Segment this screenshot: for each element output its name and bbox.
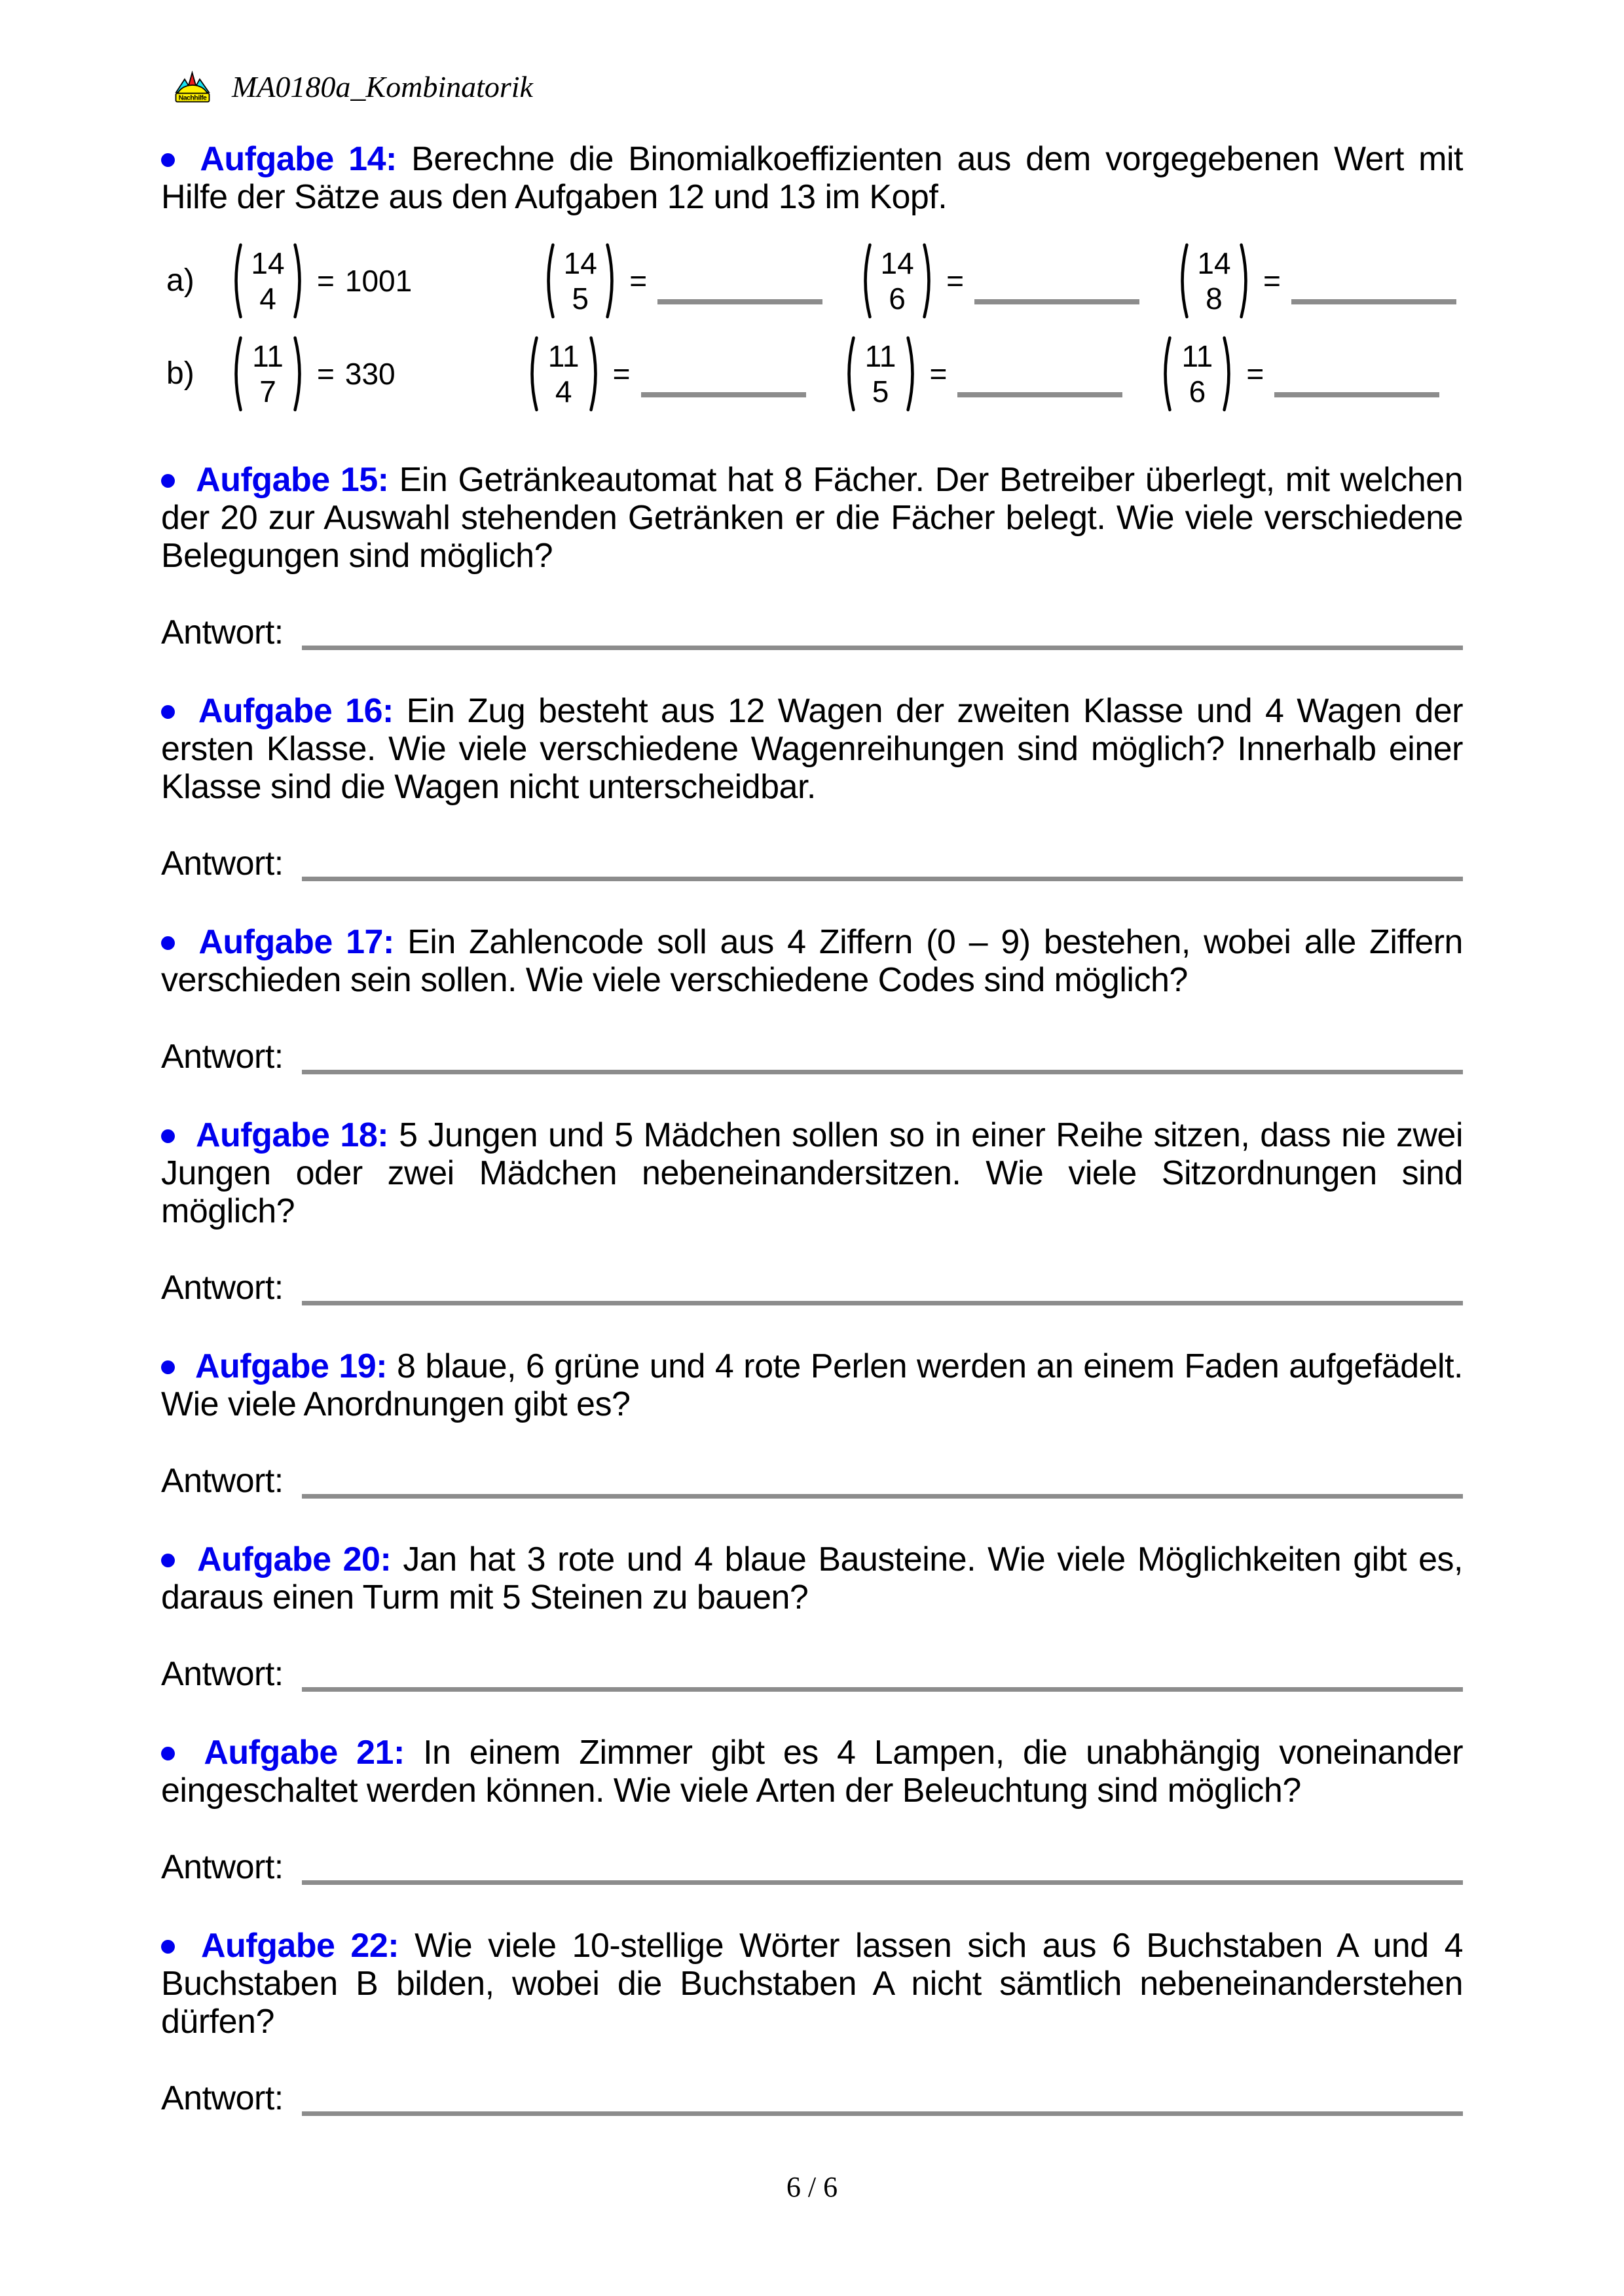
task-14-body: Berechne die Binomialkoeffizienten aus dem vorgegebenen Wert mit Hilfe der Sätze aus den Aufgaben 12 und 13 im Kopf.: [161, 140, 1463, 216]
task-21-text: [161, 1734, 1463, 1810]
task-15-label: Aufgabe 15:: [196, 461, 389, 499]
left-paren-icon: [858, 240, 873, 321]
right-paren-icon: [604, 240, 619, 321]
equals-sign: =: [929, 357, 948, 391]
equals-sign: =: [629, 264, 648, 298]
bullet-icon: [161, 705, 175, 719]
task-19-body: 8 blaue, 6 grüne und 4 rote Perlen werden an einem Faden aufgefädelt. Wie viele Anordnungen gibt es?: [161, 1347, 1463, 1423]
task-section-18: [161, 1116, 1463, 1307]
right-paren-icon: [292, 333, 306, 414]
answer-row: [161, 1029, 1463, 1076]
formula-block: [161, 234, 1463, 420]
binom-bottom: 4: [259, 282, 276, 316]
binomial-blank: [525, 333, 806, 414]
task-20-label: Aufgabe 20:: [197, 1540, 392, 1578]
right-paren-icon: [905, 333, 919, 414]
task-21-body: In einem Zimmer gibt es 4 Lampen, die unabhängig voneinander eingeschaltet werden können. Wie viele Arten der Beleuchtung sind möglich?: [161, 1734, 1464, 1810]
binom-top: 11: [864, 339, 896, 373]
answer-label: Antwort:: [161, 613, 284, 651]
answer-label: Antwort:: [161, 1848, 284, 1886]
answer-row: [161, 835, 1463, 883]
task-19-text: [161, 1347, 1463, 1423]
task-16-body: Ein Zug besteht aus 12 Wagen der zweiten Klasse und 4 Wagen der ersten Klasse. Wie viele verschiedene Wagenreihungen sind möglich? Innerhalb einer Klasse sind die Wagen nicht unterscheidbar.: [161, 692, 1464, 806]
answer-row: [161, 1646, 1463, 1693]
left-paren-icon: [542, 240, 556, 321]
answer-row: [161, 1453, 1463, 1500]
left-paren-icon: [1158, 333, 1173, 414]
answer-row: [161, 604, 1463, 651]
binomial-blank: [1158, 333, 1439, 414]
binomial: [525, 333, 602, 414]
formula-value: 1001: [344, 264, 413, 298]
answer-blank-line: [302, 1687, 1463, 1692]
binomial: [842, 333, 919, 414]
answer-blank-line: [302, 2111, 1463, 2116]
task-16-text: [161, 692, 1463, 806]
binomial: [542, 240, 619, 321]
task-section-21: [161, 1734, 1463, 1886]
answer-blank-line: [302, 1494, 1463, 1499]
formula-row-a: [166, 234, 1463, 327]
equals-sign: =: [612, 357, 631, 391]
task-section-20: [161, 1540, 1463, 1693]
task-22-text: [161, 1927, 1463, 2041]
right-paren-icon: [292, 240, 306, 321]
formula-item-label: b): [166, 356, 194, 391]
task-section-14: [161, 140, 1463, 420]
logo-label: Nachhilfe: [178, 94, 207, 102]
answer-label: Antwort:: [161, 845, 284, 883]
formula-blank-line: [657, 299, 822, 304]
answer-blank-line: [302, 1880, 1463, 1885]
binom-bottom: 5: [872, 374, 889, 409]
formula-blank-line: [974, 299, 1139, 304]
nachhilfe-logo: [174, 71, 211, 103]
right-paren-icon: [1238, 240, 1253, 321]
left-paren-icon: [525, 333, 540, 414]
binom-top: 14: [563, 246, 597, 280]
task-section-17: [161, 923, 1463, 1076]
page-number: 6 / 6: [786, 2171, 838, 2203]
binomial-given: [229, 240, 412, 321]
task-22-label: Aufgabe 22:: [200, 1927, 399, 1965]
binom-bottom: 6: [1189, 374, 1206, 409]
task-17-text: [161, 923, 1463, 999]
binom-top: 11: [547, 339, 580, 373]
bullet-icon: [161, 153, 175, 167]
binomial-given: [229, 333, 396, 414]
right-paren-icon: [921, 240, 936, 321]
task-18-text: [161, 1116, 1463, 1230]
equals-sign: =: [1263, 264, 1281, 298]
binomial-blank: [542, 240, 822, 321]
bullet-icon: [161, 1129, 175, 1143]
formula-row-b: [166, 327, 1463, 420]
binom-top: 14: [251, 246, 285, 280]
task-20-body: Jan hat 3 rote und 4 blaue Bausteine. Wie viele Möglichkeiten gibt es, daraus einen Turm mit 5 Steinen zu bauen?: [161, 1540, 1463, 1616]
task-14-text: [161, 140, 1463, 216]
binom-bottom: 5: [572, 282, 589, 316]
bullet-icon: [161, 936, 175, 950]
task-15-text: [161, 461, 1463, 575]
binom-bottom: 4: [555, 374, 572, 409]
task-21-label: Aufgabe 21:: [204, 1734, 405, 1772]
binomial-blank: [1175, 240, 1456, 321]
answer-label: Antwort:: [161, 1269, 284, 1307]
bullet-icon: [161, 1940, 175, 1954]
bullet-icon: [161, 1554, 175, 1567]
answer-blank-line: [302, 646, 1463, 650]
answer-label: Antwort:: [161, 1655, 284, 1693]
formula-blank-line: [641, 392, 806, 397]
equals-sign: =: [317, 264, 335, 298]
right-paren-icon: [588, 333, 602, 414]
formula-value: 330: [344, 357, 396, 391]
formula-blank-line: [1274, 392, 1439, 397]
task-17-body: Ein Zahlencode soll aus 4 Ziffern (0 – 9) bestehen, wobei alle Ziffern verschieden sein sollen. Wie viele verschiedene Codes sind möglich?: [161, 923, 1463, 999]
task-18-label: Aufgabe 18:: [195, 1116, 389, 1154]
task-17-label: Aufgabe 17:: [198, 923, 394, 961]
answer-blank-line: [302, 1301, 1463, 1305]
binom-bottom: 6: [889, 282, 906, 316]
page-header: [174, 71, 1463, 103]
equals-sign: =: [1246, 357, 1264, 391]
binom-top: 14: [880, 246, 914, 280]
formula-blank-line: [957, 392, 1122, 397]
task-20-text: [161, 1540, 1463, 1616]
answer-label: Antwort:: [161, 1038, 284, 1076]
left-paren-icon: [842, 333, 857, 414]
binomial: [858, 240, 936, 321]
bullet-icon: [161, 1360, 175, 1374]
binomial: [229, 333, 306, 414]
answer-label: Antwort:: [161, 2079, 284, 2117]
binom-top: 14: [1197, 246, 1231, 280]
task-section-15: [161, 461, 1463, 651]
answer-row: [161, 1260, 1463, 1307]
answer-label: Antwort:: [161, 1462, 284, 1500]
binomial-blank: [842, 333, 1123, 414]
bullet-icon: [161, 474, 175, 488]
answer-blank-line: [302, 1070, 1463, 1074]
equals-sign: =: [946, 264, 964, 298]
binomial: [1175, 240, 1253, 321]
left-paren-icon: [1175, 240, 1190, 321]
task-section-16: [161, 692, 1463, 883]
answer-row: [161, 1839, 1463, 1886]
binomial: [1158, 333, 1236, 414]
task-16-label: Aufgabe 16:: [198, 692, 394, 730]
formula-item-label: a): [166, 263, 194, 298]
formula-blank-line: [1291, 299, 1456, 304]
binom-top: 11: [252, 339, 284, 373]
task-18-body: 5 Jungen und 5 Mädchen sollen so in einer Reihe sitzen, dass nie zwei Jungen oder zwei Mädchen nebeneinandersitzen. Wie viele Sitzordnungen sind möglich?: [161, 1116, 1463, 1230]
task-section-22: [161, 1927, 1463, 2117]
right-paren-icon: [1221, 333, 1236, 414]
binomial-blank: [858, 240, 1139, 321]
document-title: MA0180a_Kombinatorik: [232, 70, 533, 103]
binomial: [229, 240, 306, 321]
equals-sign: =: [317, 357, 335, 391]
task-19-label: Aufgabe 19:: [194, 1347, 388, 1385]
answer-blank-line: [302, 877, 1463, 881]
task-22-body: Wie viele 10-stellige Wörter lassen sich aus 6 Buchstaben A und 4 Buchstaben B bilden, wobei die Buchstaben A nicht sämtlich nebeneinanderstehen dürfen?: [161, 1927, 1463, 2041]
task-15-body: Ein Getränkeautomat hat 8 Fächer. Der Betreiber überlegt, mit welchen der 20 zur Auswahl stehenden Getränken er die Fächer belegt. Wie viele verschiedene Belegungen sind möglich?: [161, 461, 1463, 575]
binom-top: 11: [1181, 339, 1213, 373]
left-paren-icon: [229, 240, 244, 321]
binom-bottom: 7: [259, 374, 276, 409]
task-section-19: [161, 1347, 1463, 1500]
left-paren-icon: [229, 333, 244, 414]
task-14-label: Aufgabe 14:: [200, 140, 397, 178]
binom-bottom: 8: [1206, 282, 1223, 316]
answer-row: [161, 2070, 1463, 2117]
bullet-icon: [161, 1747, 175, 1760]
content-column: [161, 140, 1463, 2117]
